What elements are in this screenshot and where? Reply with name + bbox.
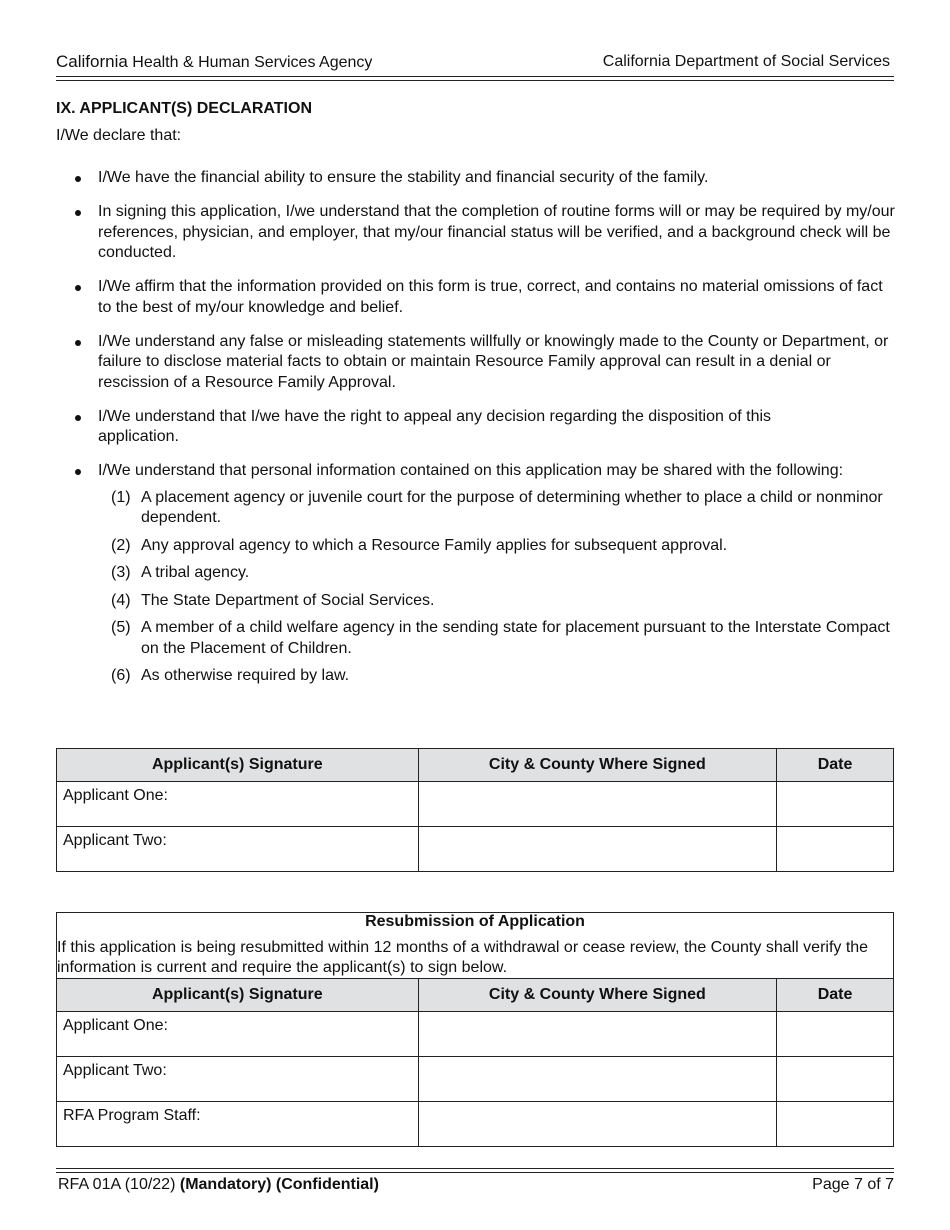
footer-divider-secondary — [56, 1172, 894, 1173]
declaration-item — [56, 277, 896, 318]
bullet-icon — [75, 415, 81, 421]
footer-divider — [56, 1168, 894, 1169]
table-row — [57, 782, 894, 827]
sharing-item — [98, 666, 896, 687]
declaration-item — [56, 332, 896, 394]
sharing-item-number: (5) — [111, 619, 131, 636]
resub-applicant-one-signature-field[interactable]: Applicant One: — [57, 1012, 419, 1057]
bullet-icon — [75, 285, 81, 291]
page-number: Page 7 of 7 — [812, 1176, 894, 1193]
sharing-item-number: (3) — [111, 564, 131, 581]
sharing-item-number: (1) — [111, 488, 131, 506]
rfa-staff-date-field[interactable] — [777, 1102, 894, 1147]
declaration-text: In signing this application, I/we understand that the completion of routine forms will or may be required by my/our references, physician, and employer, that my/our financial status will be verified, and a background check will be conducted. — [98, 203, 895, 261]
header-agency-name: Health & Human Services Agency — [132, 54, 373, 71]
sharing-item-text: A tribal agency. — [141, 564, 250, 581]
applicant-one-signature-field[interactable]: Applicant One: — [57, 782, 419, 827]
resubmission-info — [57, 913, 894, 979]
resub-applicant-one-city-county-field[interactable] — [418, 1012, 777, 1057]
sharing-item-text: A member of a child welfare agency in the sending state for placement pursuant to the Interstate Compact on the Placement of Children. — [141, 619, 890, 657]
bullet-icon — [75, 210, 81, 216]
section-title: IX. APPLICANT(S) DECLARATION — [56, 100, 312, 117]
footer-flags: (Mandatory) (Confidential) — [179, 1176, 379, 1193]
sharing-item — [98, 488, 896, 529]
signature-table-header — [57, 749, 894, 782]
table-row — [57, 827, 894, 872]
declaration-item — [56, 461, 896, 687]
header-state: California — [56, 52, 128, 71]
bullet-icon — [75, 469, 81, 475]
sharing-item-text: The State Department of Social Services. — [141, 591, 435, 609]
resubmission-text: If this application is being resubmitted within 12 months of a withdrawal or cease review, the County shall verify the information is current and require the applicant(s) to sign below. — [57, 939, 869, 976]
sharing-item-text: As otherwise required by law. — [141, 667, 350, 684]
declaration-item — [56, 407, 896, 448]
page-header — [56, 52, 894, 74]
sharing-item — [98, 536, 896, 557]
applicant-one-city-county-field[interactable] — [418, 782, 777, 827]
sharing-item-number: (6) — [111, 667, 131, 684]
rfa-staff-signature-field[interactable]: RFA Program Staff: — [57, 1102, 419, 1147]
header-agency — [56, 52, 372, 72]
rfa-staff-city-county-field[interactable] — [418, 1102, 777, 1147]
declaration-text: I/We understand any false or misleading statements willfully or knowingly made to the County or Department, or failure to disclose material facts to obtain or maintain Resource Family approval can result in a denial or rescission of a Resource Family Approval. — [98, 332, 889, 391]
footer-form-info — [58, 1176, 379, 1194]
applicant-two-signature-field[interactable]: Applicant Two: — [57, 827, 419, 872]
sharing-list — [98, 488, 896, 687]
applicant-two-city-county-field[interactable] — [418, 827, 777, 872]
sharing-item-text: Any approval agency to which a Resource Family applies for subsequent approval. — [141, 536, 728, 554]
table-row — [57, 1102, 894, 1147]
declaration-item — [56, 168, 896, 189]
resub-applicant-one-date-field[interactable] — [777, 1012, 894, 1057]
header-department: California Department of Social Services — [602, 53, 890, 70]
declaration-list — [56, 168, 896, 700]
declaration-text: I/We understand that personal information contained on this application may be shared with the following: — [98, 462, 844, 479]
resubmission-table — [56, 912, 894, 1147]
declaration-text: I/We affirm that the information provided on this form is true, correct, and contains no material omissions of fact to the best of my/our knowledge and belief. — [98, 278, 883, 316]
column-header-city-county: City & County Where Signed — [418, 749, 777, 782]
header-divider — [56, 76, 894, 77]
sharing-item — [98, 563, 896, 584]
declaration-text: I/We have the financial ability to ensure the stability and financial security of the family. — [98, 169, 709, 186]
table-row — [57, 1012, 894, 1057]
applicant-two-date-field[interactable] — [777, 827, 894, 872]
sharing-item-number: (2) — [111, 536, 131, 554]
resub-applicant-two-signature-field[interactable]: Applicant Two: — [57, 1057, 419, 1102]
column-header-city-county: City & County Where Signed — [418, 979, 777, 1012]
column-header-date: Date — [777, 749, 894, 782]
column-header-date: Date — [777, 979, 894, 1012]
section-intro: I/We declare that: — [56, 127, 182, 144]
sharing-item — [98, 618, 896, 659]
applicant-one-date-field[interactable] — [777, 782, 894, 827]
table-row — [57, 1057, 894, 1102]
declaration-item — [56, 202, 896, 264]
resubmission-title: Resubmission of Application — [365, 913, 585, 930]
resub-applicant-two-date-field[interactable] — [777, 1057, 894, 1102]
resubmission-table-header — [57, 979, 894, 1012]
column-header-signature: Applicant(s) Signature — [57, 979, 419, 1012]
sharing-item-number: (4) — [111, 591, 131, 609]
column-header-signature: Applicant(s) Signature — [57, 749, 419, 782]
resub-applicant-two-city-county-field[interactable] — [418, 1057, 777, 1102]
signature-table — [56, 748, 894, 872]
resubmission-header — [57, 913, 894, 979]
footer-form-id: RFA 01A (10/22) — [58, 1176, 176, 1193]
sharing-item-text: A placement agency or juvenile court for the purpose of determining whether to place a child or nonminor dependent. — [141, 488, 883, 526]
bullet-icon — [75, 340, 81, 346]
declaration-text: I/We understand that I/we have the right to appeal any decision regarding the disposition of this application. — [98, 407, 772, 445]
bullet-icon — [75, 176, 81, 182]
header-divider-secondary — [56, 80, 894, 81]
sharing-item — [98, 591, 896, 612]
